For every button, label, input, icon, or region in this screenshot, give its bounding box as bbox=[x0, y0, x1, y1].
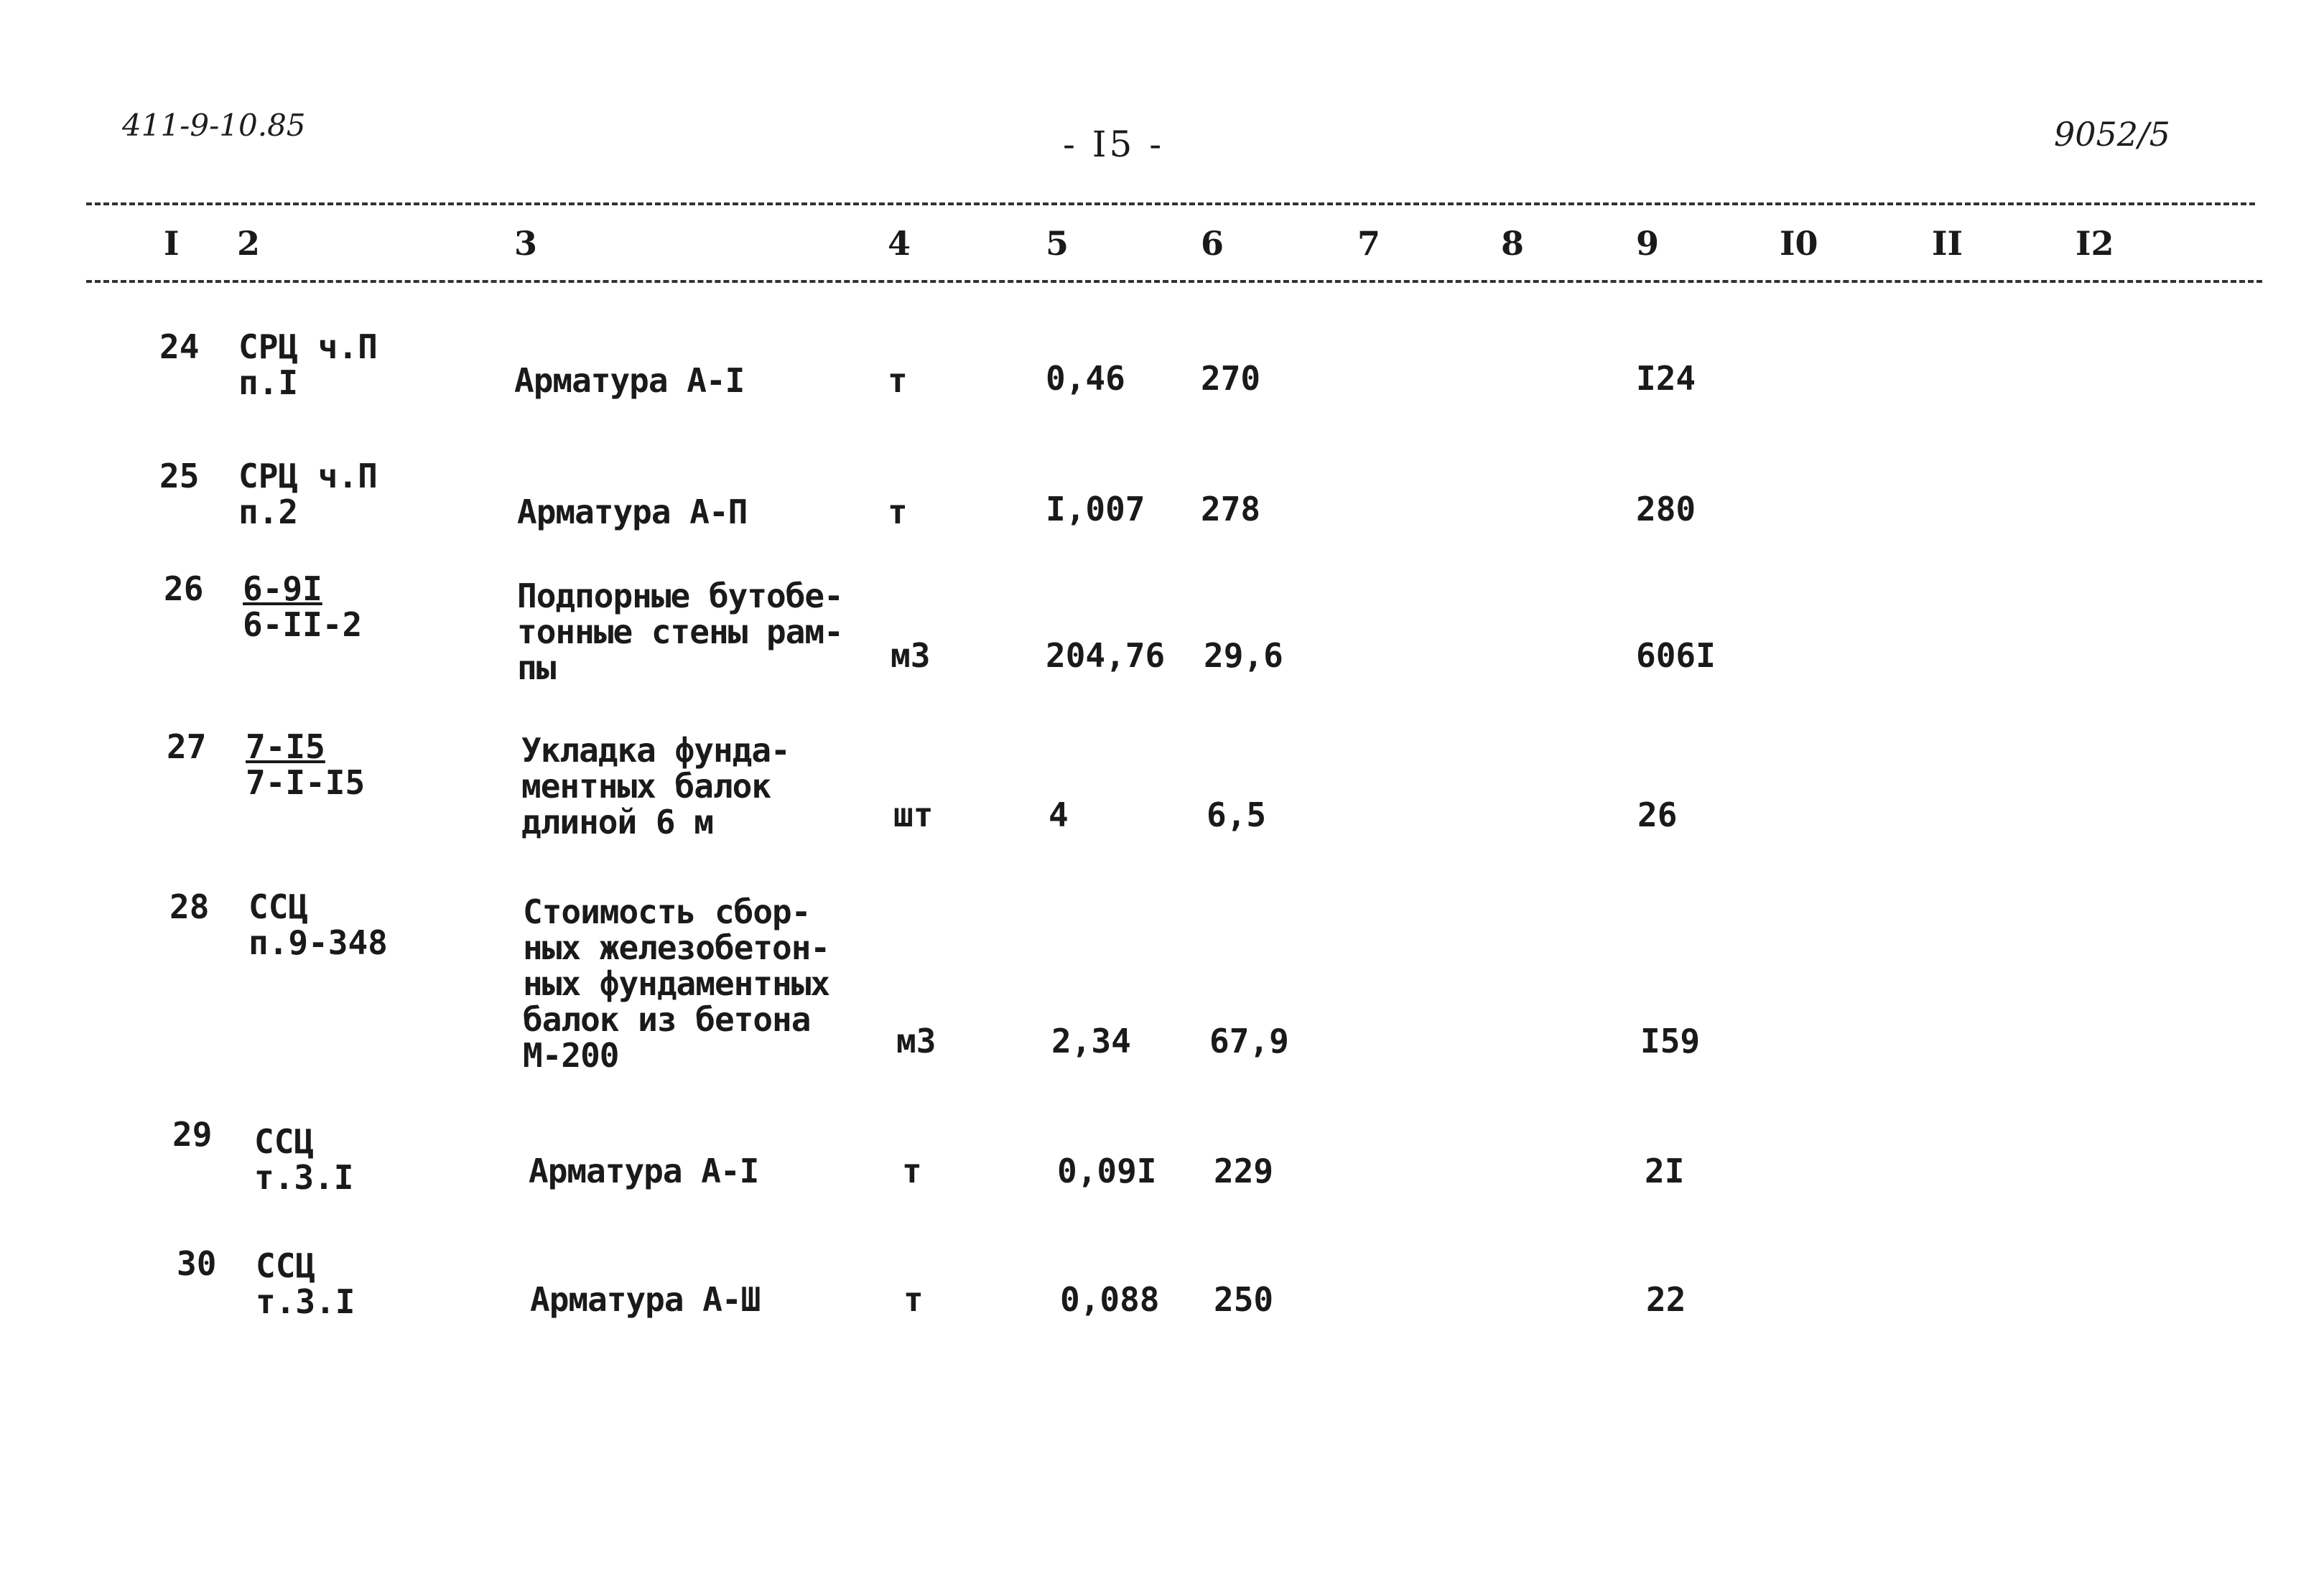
column-header: 9 bbox=[1636, 224, 1660, 263]
norm-code: ССЦ т.3.I bbox=[254, 1122, 354, 1197]
quantity: 2,34 bbox=[1051, 1022, 1131, 1060]
quantity: 0,46 bbox=[1046, 359, 1125, 398]
unit: т bbox=[888, 361, 908, 400]
column-header: II bbox=[1932, 224, 1963, 263]
row-number: 25 bbox=[159, 457, 200, 495]
unit: т bbox=[902, 1152, 922, 1190]
row-number: 28 bbox=[169, 887, 210, 926]
norm-code: СРЦ ч.П п.2 bbox=[238, 457, 378, 531]
total-cost: 22 bbox=[1646, 1280, 1686, 1319]
norm-code: СРЦ ч.П п.I bbox=[238, 327, 378, 402]
unit: т bbox=[888, 493, 908, 531]
unit-price: 6,5 bbox=[1207, 796, 1267, 834]
item-description: Арматура А-I bbox=[514, 361, 745, 400]
column-header: I2 bbox=[2076, 224, 2114, 263]
unit-price: 250 bbox=[1214, 1280, 1274, 1319]
top-rule bbox=[86, 202, 2255, 205]
norm-code: ССЦ т.3.I bbox=[256, 1246, 355, 1321]
total-cost: I24 bbox=[1636, 359, 1696, 398]
total-cost: 26 bbox=[1637, 796, 1678, 834]
unit-price: 29,6 bbox=[1204, 636, 1283, 675]
column-header: 6 bbox=[1201, 224, 1224, 263]
column-header: I bbox=[164, 224, 180, 263]
page-number: - I5 - bbox=[1063, 123, 1165, 165]
quantity: 0,088 bbox=[1060, 1280, 1160, 1319]
column-header: 4 bbox=[888, 224, 911, 263]
item-description: Стоимость сбор- ных железобетон- ных фундаментных балок из бетона М-200 bbox=[523, 892, 830, 1075]
norm-code: ССЦ п.9-348 bbox=[248, 887, 388, 962]
item-description: Укладка фунда- ментных балок длиной 6 м bbox=[521, 731, 790, 841]
item-description: Арматура А-Ш bbox=[530, 1280, 761, 1319]
unit-price: 270 bbox=[1201, 359, 1261, 398]
quantity: 4 bbox=[1049, 796, 1069, 834]
total-cost: I59 bbox=[1640, 1022, 1701, 1060]
total-cost: 606I bbox=[1636, 636, 1716, 675]
column-header: 8 bbox=[1501, 224, 1525, 263]
quantity: 0,09I bbox=[1057, 1152, 1157, 1190]
row-number: 30 bbox=[177, 1244, 217, 1283]
total-cost: 2I bbox=[1645, 1152, 1685, 1190]
norm-code: 6-9I 6-II-2 bbox=[243, 569, 363, 644]
sheet-reference: 9052/5 bbox=[2054, 115, 2170, 154]
unit: м3 bbox=[896, 1022, 936, 1060]
header-bottom-rule bbox=[86, 280, 2262, 283]
column-header: 7 bbox=[1357, 224, 1381, 263]
item-description: Подпорные бутобе- тонные стены рам- пы bbox=[517, 577, 843, 687]
row-number: 29 bbox=[172, 1115, 213, 1154]
row-number: 26 bbox=[164, 569, 204, 608]
item-description: Арматура А-П bbox=[517, 493, 748, 531]
total-cost: 280 bbox=[1636, 490, 1696, 528]
quantity: 204,76 bbox=[1046, 636, 1166, 675]
unit: м3 bbox=[891, 636, 931, 675]
norm-code: 7-I5 7-I-I5 bbox=[246, 727, 366, 802]
column-header: 3 bbox=[514, 224, 538, 263]
row-number: 27 bbox=[167, 727, 207, 766]
row-number: 24 bbox=[159, 327, 200, 366]
column-header: 2 bbox=[237, 224, 261, 263]
unit-price: 278 bbox=[1201, 490, 1261, 528]
unit: шт bbox=[893, 796, 934, 834]
column-header: I0 bbox=[1780, 224, 1818, 263]
item-description: Арматура А-I bbox=[529, 1152, 759, 1190]
document-code: 411-9-10.85 bbox=[122, 108, 306, 143]
quantity: I,007 bbox=[1046, 490, 1145, 528]
column-header: 5 bbox=[1046, 224, 1069, 263]
unit: т bbox=[903, 1280, 924, 1319]
unit-price: 229 bbox=[1214, 1152, 1274, 1190]
unit-price: 67,9 bbox=[1209, 1022, 1289, 1060]
